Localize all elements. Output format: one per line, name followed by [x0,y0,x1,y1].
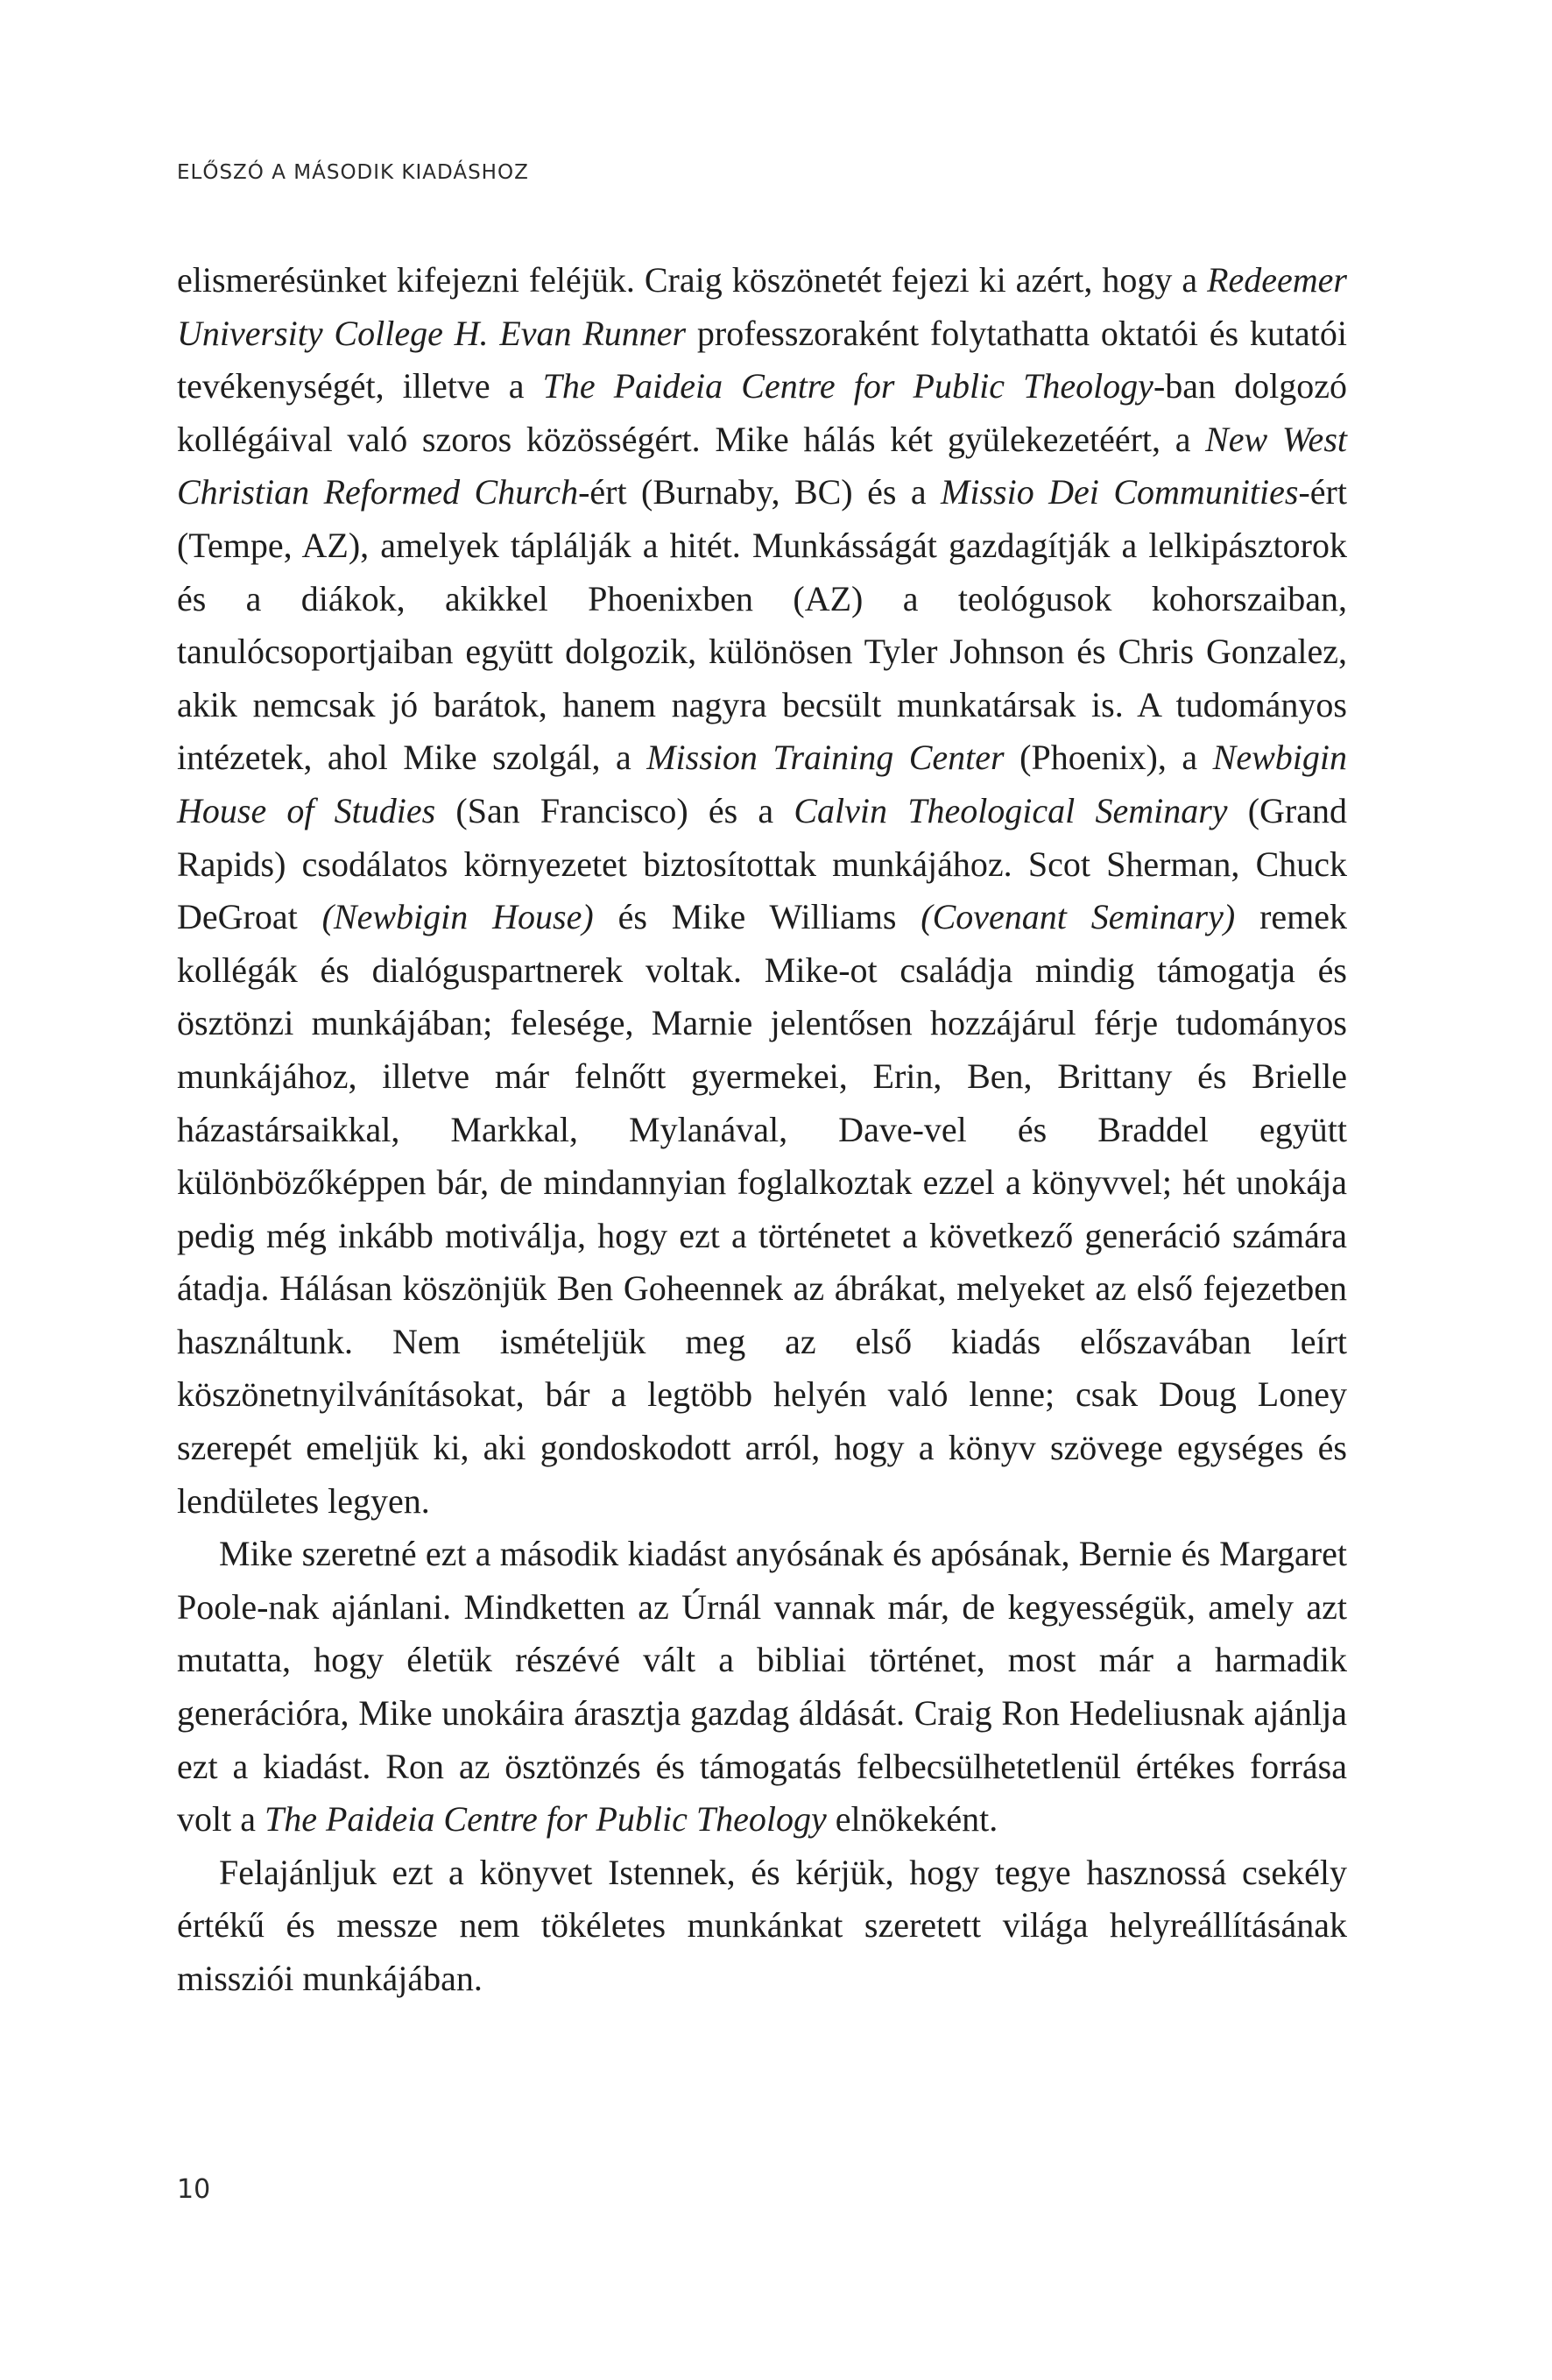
running-head: ELŐSZÓ A MÁSODIK KIADÁSHOZ [177,161,529,184]
page-number: 10 [177,2174,211,2205]
paragraph-3 [177,1847,1347,2006]
paragraph-1 [177,254,1347,1528]
italic-text: Missio Dei Communities [941,472,1299,512]
text-run: és Mike Williams [593,897,921,937]
italic-text: (Newbigin House) [321,897,594,937]
text-run: Felajánljuk ezt a könyvet Istennek, és kérjük, hogy tegye hasznossá csekély értékű és messze nem tökéletes munkánkat szeretett világa helyreállításának missziói munkájában. [177,1852,1347,1998]
text-run: professzoraként folytathatta oktatói és kutatói tevékenységét, illetve a [177,313,1347,406]
italic-text: Redeemer University College H. Evan Runner [177,260,1347,353]
italic-text: Newbigin House of Studies [177,738,1347,830]
text-run: elnökeként. [826,1799,998,1840]
text-run: (Phoenix), a [1004,738,1213,778]
italic-text: The Paideia Centre for Public Theology [542,366,1153,406]
text-run: -ért (Tempe, AZ), amelyek táplálják a hitét. Munkásságát gazdagítják a lelkipásztorok és a diákok, akikkel Phoenixben (AZ) a teológusok kohorszaiban, tanulócsoportjaiban együtt dolgozik, különösen Tyler Johnson és Chris Gonzalez, akik nemcsak jó barátok, hanem nagyra becsült munkatársak is. A tudományos intézetek, ahol Mike szolgál, a [177,472,1347,778]
italic-text: Calvin Theological Seminary [794,790,1228,830]
text-run: -ban dolgozó kollégáival való szoros közösségért. Mike hálás két gyülekezetéért, a [177,366,1348,459]
italic-text: Mission Training Center [646,738,1005,778]
text-run: (San Francisco) és a [435,790,794,830]
italic-text: The Paideia Centre for Public Theology [264,1799,827,1840]
italic-text: New West Christian Reformed Church [177,419,1347,512]
text-run: remek kollégák és dialóguspartnerek voltak. Mike-ot családja mindig támogatja és ösztönzi munkájában; felesége, Marnie jelentősen hozzájárul férje tudományos munkájához, illetve már felnőtt gyermekei, Erin, Ben, Brittany és Brielle házastársaikkal, Markkal, Mylanával, Dave-vel és Braddel együtt különbözőképpen bár, de mindannyian foglalkoztak ezzel a könyvvel; hét unokája pedig még inkább motiválja, hogy ezt a történetet a következő generáció számára átadja. Hálásan köszönjük Ben Goheennek az ábrákat, melyeket az első fejezetben használtunk. Nem ismételjük meg az első kiadás előszavában leírt köszönetnyilvánításokat, bár a legtöbb helyén való lenne; csak Doug Loney szerepét emeljük ki, aki gondoskodott arról, hogy a könyv szövege egységes és lendületes legyen. [177,897,1348,1521]
text-run: elismerésünket kifejezni feléjük. Craig köszönetét fejezi ki azért, hogy a [177,260,1208,300]
paragraph-2 [177,1528,1347,1847]
text-run: Mike szeretné ezt a második kiadást anyósának és apósának, Bernie és Margaret Poole-nak ajánlani. Mindketten az Úrnál vannak már, de kegyességük, amely azt mutatta, hogy életük részévé vált a bibliai történet, most már a harmadik generációra, Mike unokáira árasztja gazdag áldását. Craig Ron Hedeliusnak ajánlja ezt a kiadást. Ron az ösztönzés és támogatás felbecsülhetetlenül értékes forrása volt a [177,1534,1347,1840]
italic-text: (Covenant Seminary) [921,897,1236,937]
text-run: (Grand Rapids) csodálatos környezetet biztosítottak munkájához. Scot Sherman, Chuck DeGroat [177,790,1348,937]
body-text [177,254,1347,2006]
text-run: -ért (Burnaby, BC) és a [578,472,942,512]
